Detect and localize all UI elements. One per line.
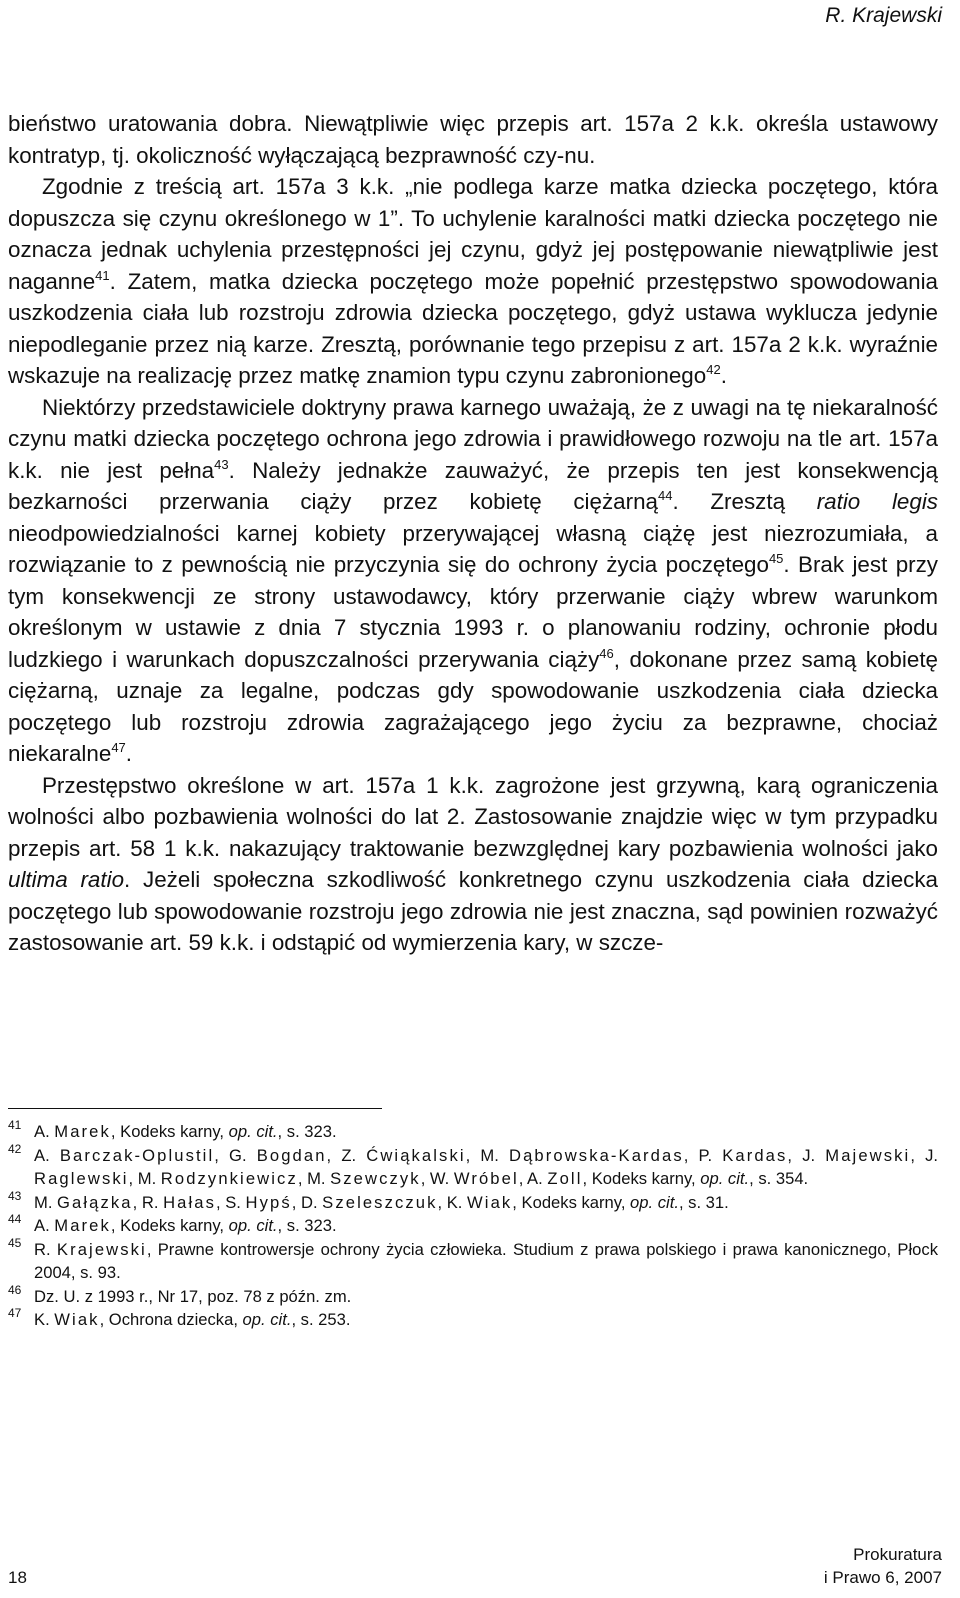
text-run: , s. 323. (277, 1122, 337, 1141)
text-run: , A. (518, 1169, 548, 1188)
footnote-ref: 45 (768, 551, 784, 566)
footnote (8, 1188, 938, 1215)
text-run: , M. (128, 1169, 161, 1188)
text-run: , Kodeks karny, (582, 1169, 701, 1188)
footnote-text (34, 1238, 938, 1285)
author-surname: Szeleszczuk (322, 1192, 438, 1212)
text-run: . Zresztą (672, 489, 817, 514)
text-run: , R. (132, 1192, 164, 1212)
text-run: A. (34, 1145, 60, 1165)
footnote-number: 46 (8, 1282, 22, 1297)
text-run: , Prawne kontrowersje ochrony życia człowieka. Studium z prawa polskiego i prawa kanonicznego, Płock 2004, s. 93. (34, 1239, 938, 1282)
journal-issue: i Prawo 6, 2007 (823, 1568, 942, 1587)
author-surname: Barczak-Oplustil (59, 1145, 215, 1165)
footnote-number: 43 (8, 1188, 22, 1203)
page-number: 18 (8, 1568, 27, 1587)
footnote-ref: 43 (214, 456, 229, 472)
author-surname: Rodzynkiewicz (160, 1169, 298, 1188)
text-run: Przestępstwo określone w art. 157a 1 k.k. zagrożone jest grzywną, karą ograniczenia wolności albo pozbawienia wolności do lat 2. Zastosowanie znajdzie więc w tym przypadku przepis art. 58 1 k.k. nakazujący traktowanie bezwzględnej kary pozbawienia wolności jako (8, 772, 938, 861)
author-surname: Szewczyk (330, 1169, 421, 1188)
text-run: , J. (787, 1145, 826, 1165)
journal-title: Prokuratura (853, 1545, 942, 1564)
text-run: , Kodeks karny, (110, 1122, 229, 1141)
text-run: Niektórzy przedstawiciele doktryny prawa karnego uważają, że z uwagi na tę niekaralność czynu matki dziecka poczętego ochrona jego zdrowia i prawidłowego rozwoju na tle art. 157a k.k. nie jest pełna (8, 394, 938, 483)
author-surname: Raglewski (34, 1169, 129, 1188)
footnote-ref: 46 (599, 645, 614, 661)
footnote (8, 1120, 938, 1144)
text-run: R. (34, 1239, 57, 1259)
italic-text: op. cit. (700, 1169, 750, 1188)
text-run: Dz. U. z 1993 r., Nr 17, poz. 78 z późn. zm. (34, 1286, 352, 1306)
paragraph (8, 770, 938, 959)
text-run: , dokonane przez samą kobietę ciężarną, uznaje za legalne, podczas gdy spowodowanie uszkodzenia ciała dziecka poczętego lub rozstroju zdrowia zagrażającego jego życiu za bezprawne, chociaż niekaralne (8, 646, 938, 766)
text-run: , s. 354. (749, 1169, 809, 1188)
text-run: , Kodeks karny, (110, 1216, 229, 1235)
text-run: Zgodnie z treścią art. 157a 3 k.k. „nie podlega karze matka dziecka poczętego, która dopuszcza się czynu określonego w 1”. To uchylenie karalności matki dziecka poczętego nie oznacza jednak uchylenia przestępności jej czynu, gdyż jej postępowanie niewątpliwie jest naganne (8, 174, 938, 294)
author-surname: Wróbel (453, 1169, 519, 1188)
text-run: . Należy jednakże zauważyć, że przepis ten jest konsekwencją bezkarności przerwania ciąży przez kobietę ciężarną (8, 457, 938, 514)
footnote-ref: 44 (658, 488, 673, 503)
author-surname: Krajewski (56, 1239, 147, 1259)
paragraph (8, 171, 938, 392)
main-body-text (8, 108, 938, 959)
text-run: , K. (437, 1192, 468, 1212)
author-surname: Dąbrowska-Kardas (509, 1145, 684, 1165)
text-run: , s. 31. (678, 1192, 729, 1212)
text-run: , Kodeks karny, (512, 1192, 631, 1212)
text-run: A. (34, 1122, 55, 1141)
footnote-number: 45 (8, 1235, 22, 1250)
author-surname: Kardas (722, 1145, 788, 1165)
footnote (8, 1235, 938, 1285)
author-surname: Wiak (467, 1192, 513, 1212)
footnote-number: 42 (8, 1141, 22, 1156)
text-run: , s. 323. (277, 1216, 337, 1235)
footnote (8, 1282, 938, 1309)
text-run: , M. (465, 1145, 510, 1165)
text-run: , Z. (326, 1145, 367, 1165)
text-run: , G. (214, 1145, 257, 1165)
text-run: , W. (420, 1169, 454, 1188)
text-run: . (720, 363, 727, 388)
author-surname: Zoll (547, 1169, 583, 1188)
author-surname: Majewski (825, 1145, 911, 1165)
text-run: . Brak jest przy tym konsekwencji ze strony ustawodawcy, który przerwanie ciąży wbrew warunkom określonym w ustawie z dnia 7 stycznia 1993 r. o planowaniu rodziny, ochronie płodu ludzkiego i warunkach dopuszczalności przerywania ciąży (8, 552, 938, 672)
author-surname: Hałas (163, 1192, 216, 1212)
text-run: , s. 253. (291, 1310, 351, 1329)
text-run: M. (34, 1192, 58, 1212)
text-run: , Ochrona dziecka, (99, 1310, 243, 1329)
text-run: , J. (910, 1145, 938, 1165)
author-surname: Gałązka (57, 1192, 133, 1212)
footnote-text (34, 1308, 938, 1332)
footnote-number: 44 (8, 1212, 22, 1226)
author-surname: Marek (54, 1216, 111, 1235)
italic-text: op. cit. (242, 1310, 292, 1329)
author-surname: Ćwiąkalski (366, 1145, 466, 1165)
footnote-text (34, 1191, 938, 1215)
italic-text: ratio legis (816, 489, 938, 514)
footnote-number: 41 (8, 1118, 22, 1132)
footnote-separator (8, 1108, 382, 1109)
footnote (8, 1308, 938, 1332)
italic-text: op. cit. (630, 1192, 679, 1212)
author-surname: Wiak (54, 1310, 100, 1329)
text-run: . (125, 741, 133, 766)
text-run: A. (34, 1216, 55, 1235)
footnotes-section (8, 1120, 938, 1332)
text-run: . Jeżeli społeczna szkodliwość konkretnego czynu uszkodzenia ciała dziecka poczętego lub spowodowanie rozstroju jego zdrowia nie jest znaczna, sąd powinien rozważyć zastosowanie art. 59 k.k. i odstąpić od wymierzenia kary, w szcze- (8, 867, 938, 955)
text-run: , P. (683, 1145, 723, 1165)
footnote-ref: 42 (706, 362, 721, 377)
footnote (8, 1141, 938, 1191)
footnote-number: 47 (8, 1306, 22, 1320)
footnote-text (34, 1144, 938, 1191)
text-run: . Zatem, matka dziecka poczętego może popełnić przestępstwo spowodowania uszkodzenia ciała lub rozstroju zdrowia dziecka poczętego, gdyż ustawa wyklucza jedynie niepodleganie przez nią karze. Zresztą, porównanie tego przepisu z art. 157a 2 k.k. wyraźnie wskazuje na realizację przez matkę znamion typu czynu zabronionego (8, 268, 938, 388)
text-run: nieodpowiedzialności karnej kobiety przerywającej własną ciążę jest niezrozumiała, a rozwiązanie to z pewnością nie przyczynia się do ochrony życia poczętego (8, 520, 938, 577)
footnote-text (34, 1214, 938, 1238)
italic-text: op. cit. (228, 1216, 278, 1235)
author-surname: Bogdan (256, 1145, 327, 1165)
author-surname: Marek (54, 1122, 111, 1141)
text-run: bieństwo uratowania dobra. Niewątpliwie więc przepis art. 157a 2 k.k. określa ustawowy kontratyp, tj. okoliczność wyłączającą bezprawność czy-nu. (8, 111, 938, 168)
footnote-text (34, 1285, 938, 1309)
author-surname: Hypś (245, 1192, 292, 1212)
running-header-author: R. Krajewski (825, 4, 942, 27)
footnote-ref: 41 (95, 267, 110, 283)
footnote-text (34, 1120, 938, 1144)
footnote (8, 1214, 938, 1238)
text-run: K. (34, 1310, 55, 1329)
text-run: , D. (291, 1192, 323, 1212)
journal-info (824, 1543, 942, 1589)
italic-text: op. cit. (228, 1122, 278, 1141)
paragraph (8, 392, 938, 770)
paragraph (8, 108, 938, 171)
italic-text: ultima ratio (8, 867, 125, 892)
text-run: , S. (216, 1192, 246, 1212)
footnote-ref: 47 (111, 740, 126, 755)
text-run: , M. (297, 1169, 331, 1188)
